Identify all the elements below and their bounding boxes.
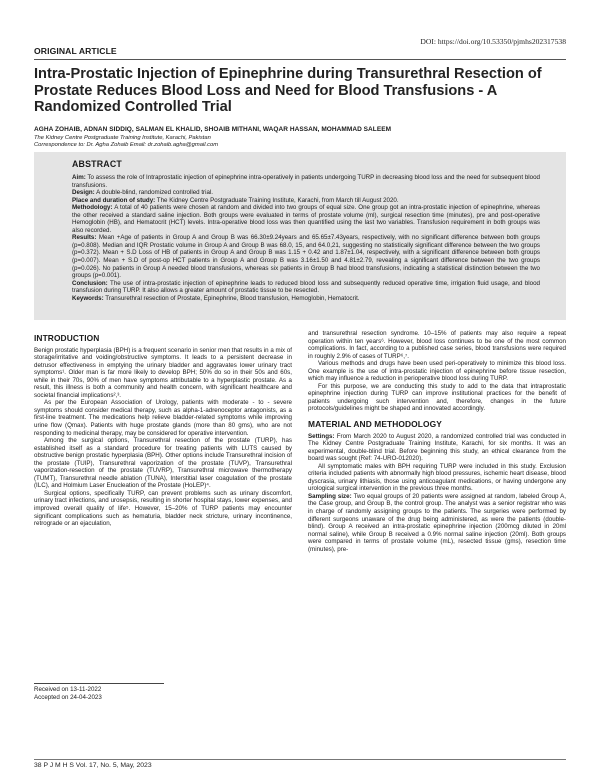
received-date: Received on 13-11-2022 xyxy=(34,686,102,693)
article-type-label: ORIGINAL ARTICLE xyxy=(34,46,117,56)
right-paragraph-3: For this purpose, we are conducting this study to add to the data that intraprostatic epinephrine injection during TURP can improve institutional practices for the benefit of patients undergoing such intervention and, therefore, changes in the future protocols/guidelines might be shaped and innovated accordingly. xyxy=(308,382,566,413)
intro-paragraph-3: Among the surgical options, Transurethral resection of the prostate (TURP), has established itself as a standard procedure for treating patients with LUTS caused by obstructive benign prostatic hyperplasia (BPH). Other options include Transurethral incision of the prostate (TUIP), Transurethral vaporization of the prostate (TUVP), Transurethral vaporization-resection of the prostate (TUVRP), Transurethral microwave thermotherapy (TUMT), Transurethral needle ablation (TUNA), Interstitial laser coagulation of the prostate (ILC), and Holmium Laser Enucleation of the Prostate (HoLEP)⁴. xyxy=(34,437,292,490)
design-text: A double-blind, randomized controlled trial. xyxy=(94,189,214,197)
methods-heading: MATERIAL AND METHODOLOGY xyxy=(308,419,442,430)
submission-dates xyxy=(34,686,184,702)
settings-text: From March 2020 to August 2020, a randomized controlled trial was conducted in The Kidney Centre Postgraduate Training Institute, Karachi, for six months. It was an experimental, double-blind trial. Before beginning this study, an ethical clearance from the board was sought (Ref: 74-URO-012020). xyxy=(308,432,566,463)
header-rule xyxy=(34,59,566,60)
accepted-date: Accepted on 24-04-2023 xyxy=(34,694,102,701)
intro-paragraph-2: As per the European Association of Urology, patients with moderate - to - severe symptoms should consider medical therapy, such as alpha-1-adrenoceptor antagonists, as a first-line treatment. The medications help relieve bladder-related symptoms while improving urine flow (Qmax). Patients with huge prostate glands (more than 80 gms), who are not responding to medicinal therapy, may be considered for operative intervention. xyxy=(34,399,292,437)
design-label: Design: xyxy=(72,189,95,197)
introduction-heading: INTRODUCTION xyxy=(34,333,100,343)
results-text: Mean +Age of patients in Group A and Group B was 66.30±9.24years and 65.65±7.43years, respectively, with no significant difference between both groups (p=0.808). Median and IQR Prostatic volume in Group A and Group B was 68.0, 15, and 64.0,21, suggesting no statistically significant difference between the two groups (p=0.372). Mean + S.D Loss of HB of patients in Group A and Group B was 1.15 + 0.42 and 1.87±1.04, respectively, with a significant difference between both groups (p=0.007). Mean + S.D of post-op HCT patients in Group A and Group B was 3.16±1.50 and 4.81±2.79, revealing a significant difference between the two groups (p=0.026). No patients in Group A needed blood transfusions, whereas six patients in Group B had blood transfusions, indicating a statistical distinction between the two groups (p=0.001). xyxy=(72,234,540,280)
abstract-design xyxy=(72,189,540,197)
abstract-place xyxy=(72,197,540,205)
conclusion-label: Conclusion: xyxy=(72,279,108,287)
aim-text: To assess the role of Intraprostatic injection of epinephrine intra-operatively in patients undergoing TURP in decreasing blood loss and the need for subsequent blood transfusions. xyxy=(72,174,540,189)
methodology-text: A total of 40 patients were chosen at random and divided into two groups of equal size. One group got an intra-prostatic injection of epinephrine, whereas the other received a standard saline injection. Both groups were evaluated in terms of prostate volume (ml), surgical resection time (minutes), pre and post-operative Hemoglobin (HB), and Hematocrit (HCT) levels. Intra-operative blood loss was then quantified using the last two variables. Transfusion requirement in both groups was also recorded. xyxy=(72,204,540,234)
right-paragraph-1: and transurethral resection syndrome. 10–15% of patients may also require a repeat operation within ten years⁶. However, blood loss continues to be one of the most common complications. In fact, according to a published case series, blood transfusions were required in roughly 2.9% of cases of TURP⁶,⁷. xyxy=(308,330,566,360)
intro-paragraph-4: Surgical options, specifically TURP, can prevent problems such as urinary discomfort, urinary tract infections, and urosepsis, resulting in shorter hospital stays, lower expenses, and improved overall quality of life⁵. However, 15–20% of TURP patients may encounter significant complications such as hematuria, bladder neck stricture, urinary incontinence, retrograde or an ejaculation, xyxy=(34,489,292,528)
keywords-label: Keywords: xyxy=(72,294,104,302)
conclusion-text: The use of intra-prostatic injection of epinephrine leads to reduced blood loss and subsequently reduced operative time, irrigation fluid usage, and blood transfusion during TURP. It also allows a greater amount of prostatic tissue to be resected. xyxy=(72,279,540,295)
abstract-results xyxy=(72,234,540,279)
page-footer: 38 P J M H S Vol. 17, No. 5, May, 2023 xyxy=(34,762,152,769)
keywords-text: Transurethral resection of Prostate, Epinephrine, Blood transfusion, Hemoglobin, Hematocrit. xyxy=(103,294,360,302)
right-paragraph-2: Various methods and drugs have been used peri-operatively to minimize this blood loss. One example is the use of intra-prostatic injection of epinephrine before tissue resection, which may influence a reduction in perioperative blood loss during TURP. xyxy=(308,360,566,383)
doi-link[interactable]: DOI: https://doi.org/10.53350/pjmhs202317538 xyxy=(420,37,566,46)
author-list: AGHA ZOHAIB, ADNAN SIDDIQ, SALMAN EL KHALID, SHOAIB MITHANI, WAQAR HASSAN, MOHAMMAD SALEEM xyxy=(34,126,392,133)
affiliation-block xyxy=(34,135,566,150)
sampling-paragraph xyxy=(308,493,566,553)
affiliation: The Kidney Centre Postgraduate Training Institute, Karachi, Pakistan xyxy=(34,135,211,141)
settings-label: Settings: xyxy=(308,432,335,440)
intro-paragraph-1: Benign prostatic hyperplasia (BPH) is a frequent scenario in senior men that results in a mix of storage/irritative and voiding/obstructive symptoms. It leads to a persistent decrease in detrusor effectiveness in emptying the urinary bladder and aggravates lower urinary tract symptoms¹. Older man is far more likely to develop BPH; 50% do so in their 50s and 60s, while in their 70s, 90% of men have symptoms attributable to a hyperplastic prostate. As a result, this illness is both a community and health concern, with significant healthcare and societal financial implications²,³. xyxy=(34,346,292,399)
aim-label: Aim: xyxy=(72,174,86,181)
abstract-keywords xyxy=(72,295,540,303)
methodology-label: Methodology: xyxy=(72,204,113,212)
sampling-text: Two equal groups of 20 patients were assigned at random, labeled Group A, the Case group, and Group B, the control group. The analyst was a senior registrar who was in charge of randomly assigning groups to the patients. The surgeries were performed by different surgeons unaware of the drug being administered, as were the patients (double-blind). Group A received an intra-prostatic epinephrine injection (200mcg diluted in 20ml normal saline), while Group B received a 0.9% normal saline injection (20ml). Both groups were compared in terms of prostate volume (mL), resected tissue (gms), resection time (minutes), pre- xyxy=(308,492,566,553)
right-column xyxy=(308,330,566,553)
correspondence: Correspondence to: Dr. Agha Zohaib Email: dr.zohaib.agha@gmail.com xyxy=(34,142,219,149)
results-label: Results: xyxy=(72,234,97,242)
article-title: Intra-Prostatic Injection of Epinephrine during Transurethral Resection of Prostate Reduces Blood Loss and Need for Blood Transfusions - A Randomized Controlled Trial xyxy=(34,66,542,116)
settings-paragraph xyxy=(308,433,566,463)
place-label: Place and duration of study: xyxy=(72,196,156,204)
abstract-conclusion xyxy=(72,280,540,295)
left-column xyxy=(34,331,292,528)
footer-rule xyxy=(34,759,566,760)
criteria-paragraph: All symptomatic males with BPH requiring TURP were included in this study. Exclusion criteria included patients with abnormally high blood pressures, ischemic heart disease, blood dyscrasia, urinary lithiasis, those using anticoagulant medications, or having undergone any urological surgical intervention in the previous three months. xyxy=(308,462,566,493)
place-text: The Kidney Centre Postgraduate Training Institute, Karachi, from March till August 2020. xyxy=(155,196,399,204)
abstract-body xyxy=(72,174,540,302)
abstract-aim xyxy=(72,174,540,189)
abstract-heading: ABSTRACT xyxy=(72,159,122,169)
abstract-methodology xyxy=(72,204,540,234)
sampling-label: Sampling size: xyxy=(308,492,352,500)
dates-rule xyxy=(34,683,164,684)
